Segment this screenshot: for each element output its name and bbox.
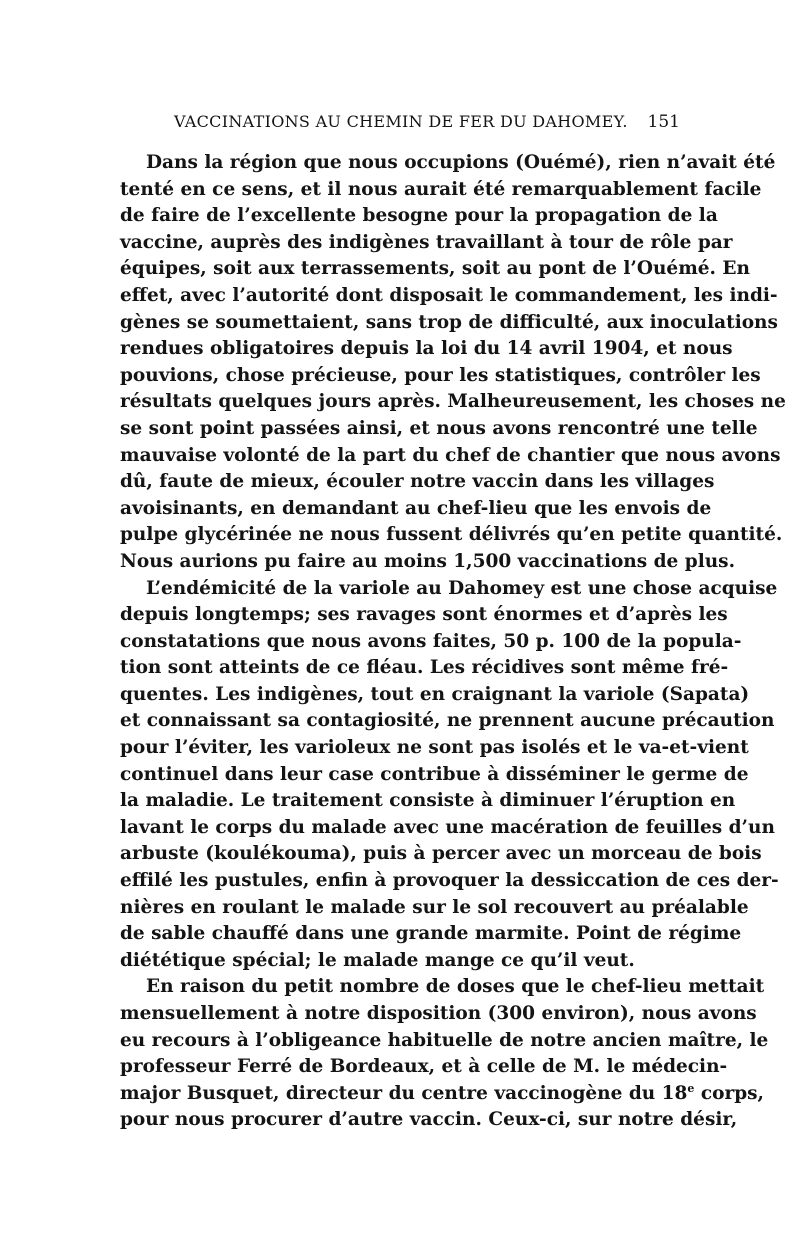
text-line: rendues obligatoires depuis la loi du 14 avril 1904, et nous bbox=[120, 338, 733, 360]
paragraph-3 bbox=[120, 974, 769, 1134]
text-line: L’endémicité de la variole au Dahomey est une chose acquise bbox=[146, 577, 778, 599]
text-line: continuel dans leur case contribue à disséminer le germe de bbox=[120, 763, 749, 785]
ordinal-superscript: e bbox=[687, 1081, 695, 1095]
text-line: mensuellement à notre disposition (300 environ), nous avons bbox=[120, 1003, 757, 1024]
text-line: depuis longtemps; ses ravages sont énormes et d’après les bbox=[120, 604, 728, 626]
text-line: constatations que nous avons faites, 50 p. 100 de la popula- bbox=[120, 630, 742, 652]
text-line: se sont point passées ainsi, et nous avons rencontré une telle bbox=[120, 417, 758, 439]
page-header bbox=[120, 112, 680, 142]
text-line: effilé les pustules, enfin à provoquer la dessiccation de ces der- bbox=[120, 870, 779, 892]
text-line: eu recours à l’obligeance habituelle de notre ancien maître, le bbox=[120, 1029, 769, 1051]
text-line: de sable chauffé dans une grande marmite. Point de régime bbox=[120, 923, 742, 945]
paragraph-1 bbox=[120, 150, 786, 576]
text-line: effet, avec l’autorité dont disposait le commandement, les indi- bbox=[120, 284, 778, 306]
line-text: major Busquet, directeur du centre vaccinogène du 18 bbox=[120, 1082, 688, 1104]
text-line: de faire de l’excellente besogne pour la propagation de la bbox=[120, 205, 718, 227]
text-line: avoisinants, en demandant au chef-lieu que les envois de bbox=[120, 497, 712, 519]
text-line: vaccine, auprès des indigènes travaillant à tour de rôle par bbox=[120, 231, 733, 253]
text-line: pouvions, chose précieuse, pour les statistiques, contrôler les bbox=[120, 364, 761, 386]
text-line: professeur Ferré de Bordeaux, et à celle de M. le médecin- bbox=[120, 1056, 728, 1078]
text-line: gènes se soumettaient, sans trop de difficulté, aux inoculations bbox=[120, 311, 778, 333]
text-line: arbuste (koulékouma), puis à percer avec un morceau de bois bbox=[120, 843, 762, 865]
text-line: et connaissant sa contagiosité, ne prennent aucune précaution bbox=[120, 710, 775, 732]
body-text bbox=[120, 150, 786, 1134]
text-line: la maladie. Le traitement consiste à diminuer l’éruption en bbox=[120, 790, 736, 812]
running-title: VACCINATIONS AU CHEMIN DE FER DU DAHOMEY. bbox=[174, 112, 628, 131]
text-line: lavant le corps du malade avec une macération de feuilles d’un bbox=[120, 816, 775, 838]
paragraph-2 bbox=[120, 576, 779, 975]
text-line: pour l’éviter, les varioleux ne sont pas isolés et le va-et-vient bbox=[120, 737, 749, 759]
text-line: pulpe glycérinée ne nous fussent délivrés qu’en petite quantité. bbox=[120, 524, 783, 546]
text-line: nières en roulant le malade sur le sol recouvert au préalable bbox=[120, 896, 749, 918]
text-line: mauvaise volonté de la part du chef de chantier que nous avons bbox=[120, 444, 781, 466]
text-line: tenté en ce sens, et il nous aurait été remarquablement facile bbox=[120, 178, 762, 200]
text-line: pour nous procurer d’autre vaccin. Ceux-ci, sur notre désir, bbox=[120, 1109, 738, 1131]
page-number: 151 bbox=[647, 112, 680, 132]
text-line: Nous aurions pu faire au moins 1,500 vaccinations de plus. bbox=[120, 550, 736, 572]
text-line: quentes. Les indigènes, tout en craignant la variole (Sapata) bbox=[120, 683, 750, 705]
text-line: équipes, soit aux terrassements, soit au pont de l’Ouémé. En bbox=[120, 258, 750, 280]
text-line: résultats quelques jours après. Malheureusement, les choses ne bbox=[120, 391, 786, 413]
text-line: Dans la région que nous occupions (Ouémé), rien n’avait été bbox=[146, 152, 776, 173]
text-line: diététique spécial; le malade mange ce qu’il veut. bbox=[120, 949, 635, 971]
text-line: En raison du petit nombre de doses que le chef-lieu mettait bbox=[146, 976, 765, 998]
text-line: tion sont atteints de ce fléau. Les récidives sont même fré- bbox=[120, 657, 729, 679]
text-line bbox=[120, 1081, 764, 1108]
text-line: dû, faute de mieux, écouler notre vaccin dans les villages bbox=[120, 471, 715, 493]
line-text-tail: corps, bbox=[694, 1082, 764, 1104]
